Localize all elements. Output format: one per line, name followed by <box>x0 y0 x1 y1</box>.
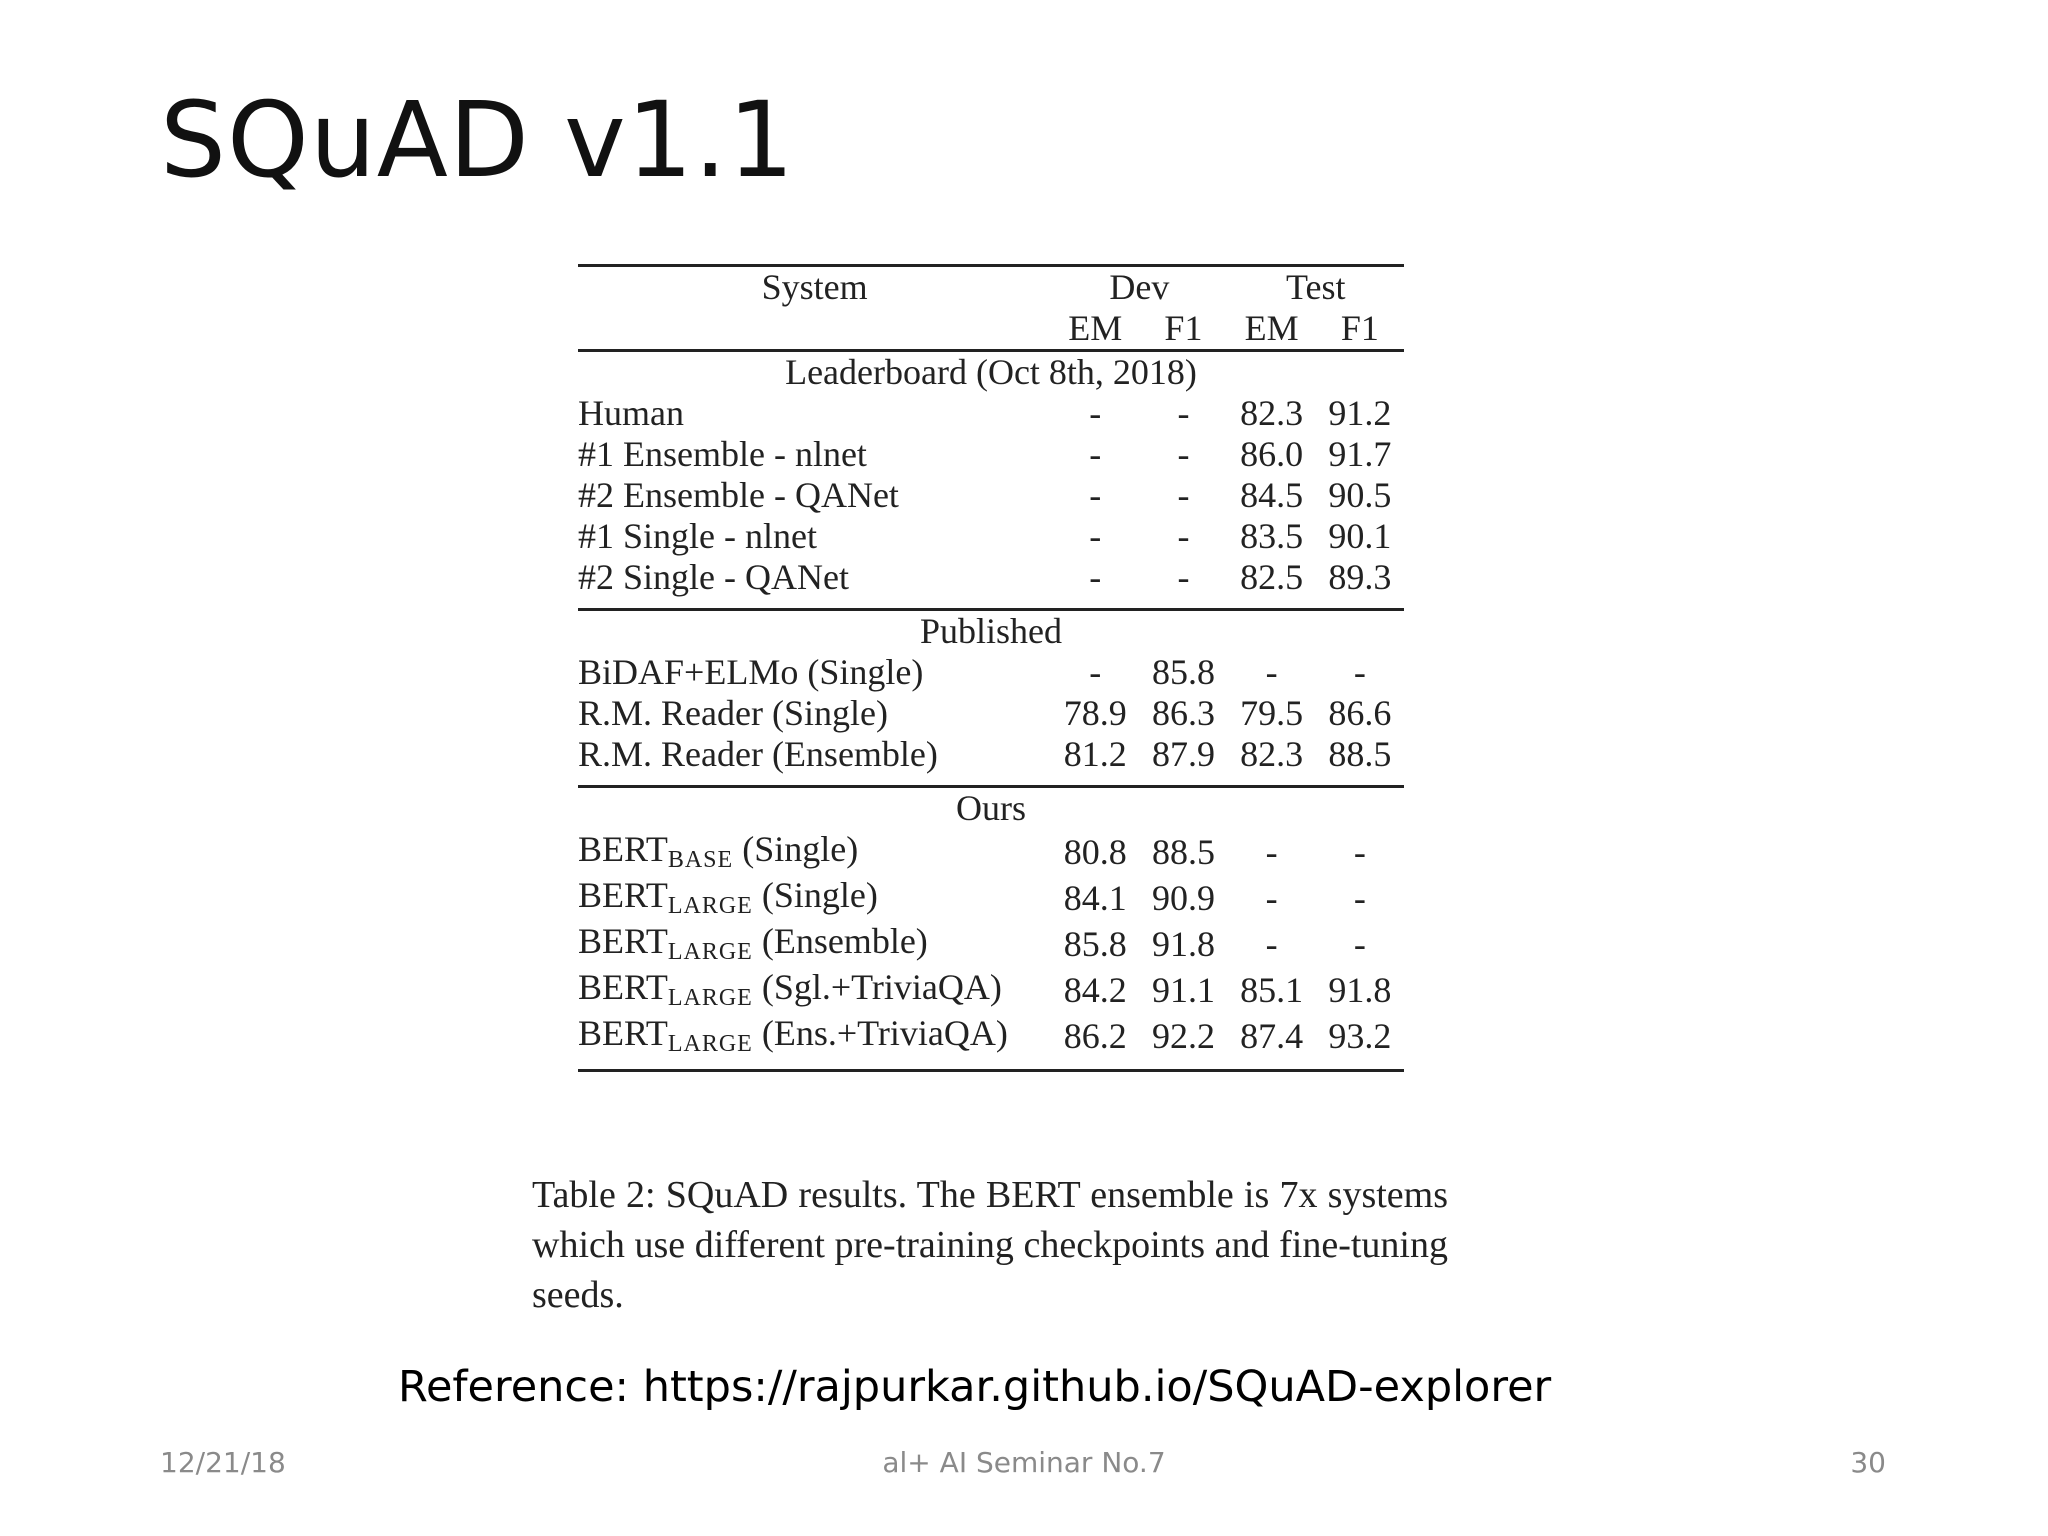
test-f1-cell: - <box>1353 923 1366 964</box>
dev-em-cell: 84.2 <box>1063 969 1127 1010</box>
dev-f1-cell: 85.8 <box>1151 652 1215 692</box>
dev-em-cell: - <box>1089 393 1102 433</box>
dev-em-cell: 80.8 <box>1063 831 1127 872</box>
dev-f1-cell: 92.2 <box>1151 1015 1215 1056</box>
dev-em-cell: 81.2 <box>1063 734 1127 774</box>
test-f1-cell: - <box>1353 652 1366 692</box>
system-name: R.M. Reader (Ensemble) <box>578 734 938 774</box>
test-f1-cell: - <box>1353 831 1366 872</box>
system-name-subscript: LARGE <box>667 985 753 1011</box>
table-row <box>578 516 1404 557</box>
system-name-suffix: (Ensemble) <box>752 921 928 961</box>
system-name-cell <box>578 434 1051 475</box>
header-row-groups <box>578 266 1404 309</box>
test-em-cell: 86.0 <box>1240 434 1304 474</box>
table-caption: Table 2: SQuAD results. The BERT ensemble is 7x systems which use different pre-training checkpoints and fine-tuning seeds. <box>532 1174 1448 1316</box>
system-name-cell <box>578 1013 1051 1071</box>
footer-date: 12/21/18 <box>160 1446 286 1479</box>
dev-f1-cell: 90.9 <box>1151 877 1215 918</box>
test-f1-cell: 90.1 <box>1328 516 1392 556</box>
footer-title: al+ AI Seminar No.7 <box>882 1446 1166 1479</box>
table-row <box>578 475 1404 516</box>
header-system: System <box>761 267 868 307</box>
system-name-suffix: (Single) <box>752 875 878 915</box>
dev-em-cell: - <box>1089 434 1102 474</box>
system-name-cell <box>578 921 1051 967</box>
table-row <box>578 557 1404 610</box>
test-em-cell: 87.4 <box>1240 1015 1304 1056</box>
table-row <box>578 693 1404 734</box>
test-em-cell: 82.5 <box>1240 557 1304 597</box>
test-em-cell: 83.5 <box>1240 516 1304 556</box>
test-em-cell: 84.5 <box>1240 475 1304 515</box>
section-header-row <box>578 787 1404 830</box>
dev-em-cell: - <box>1089 516 1102 556</box>
system-name-cell <box>578 652 1051 693</box>
section-header-row <box>578 610 1404 653</box>
table-row <box>578 434 1404 475</box>
system-name: R.M. Reader (Single) <box>578 693 888 733</box>
dev-em-cell: 85.8 <box>1063 923 1127 964</box>
test-em-cell: - <box>1265 652 1278 692</box>
section-header-row <box>578 351 1404 394</box>
system-name: #1 Single - nlnet <box>578 516 817 556</box>
system-name-subscript: LARGE <box>667 939 753 965</box>
test-em-cell: 85.1 <box>1240 969 1304 1010</box>
table-body <box>578 351 1404 1071</box>
system-name: #1 Ensemble - nlnet <box>578 434 867 474</box>
system-name-cell <box>578 967 1051 1013</box>
dev-em-cell: 86.2 <box>1063 1015 1127 1056</box>
dev-f1-cell: - <box>1177 557 1190 597</box>
system-name-cell <box>578 475 1051 516</box>
test-em-cell: - <box>1265 923 1278 964</box>
system-name: Human <box>578 393 684 433</box>
test-em-cell: - <box>1265 831 1278 872</box>
test-f1-cell: 91.2 <box>1328 393 1392 433</box>
system-name: #2 Single - QANet <box>578 557 849 597</box>
footer-page-number: 30 <box>1850 1446 1886 1479</box>
test-f1-cell: 91.7 <box>1328 434 1392 474</box>
test-em-cell: 82.3 <box>1240 734 1304 774</box>
dev-em-cell: - <box>1089 652 1102 692</box>
system-name-suffix: (Sgl.+TriviaQA) <box>752 967 1002 1007</box>
table-row <box>578 829 1404 875</box>
system-name-cell <box>578 875 1051 921</box>
system-name-subscript: LARGE <box>667 1031 753 1057</box>
test-em-cell: 82.3 <box>1240 393 1304 433</box>
dev-f1-cell: - <box>1177 516 1190 556</box>
dev-em-cell: 84.1 <box>1063 877 1127 918</box>
dev-em-cell: - <box>1089 557 1102 597</box>
system-name-suffix: (Single) <box>733 829 859 869</box>
test-f1-cell: 90.5 <box>1328 475 1392 515</box>
system-name: #2 Ensemble - QANet <box>578 475 899 515</box>
dev-f1-cell: - <box>1177 393 1190 433</box>
system-name-suffix: (Ens.+TriviaQA) <box>752 1013 1008 1053</box>
section-title: Published <box>919 611 1062 651</box>
test-f1-cell: 91.8 <box>1328 969 1392 1010</box>
header-test-em: EM <box>1244 308 1299 348</box>
header-dev-em: EM <box>1068 308 1123 348</box>
dev-f1-cell: - <box>1177 475 1190 515</box>
test-f1-cell: - <box>1353 877 1366 918</box>
table-row <box>578 967 1404 1013</box>
test-em-cell: 79.5 <box>1240 693 1304 733</box>
section-title: Ours <box>956 788 1026 828</box>
system-name: BERT <box>578 967 668 1007</box>
system-name-subscript: BASE <box>667 847 734 873</box>
header-test-f1: F1 <box>1340 308 1379 348</box>
dev-f1-cell: 86.3 <box>1151 693 1215 733</box>
test-f1-cell: 86.6 <box>1328 693 1392 733</box>
dev-f1-cell: 91.1 <box>1151 969 1215 1010</box>
dev-em-cell: 78.9 <box>1063 693 1127 733</box>
header-dev-f1: F1 <box>1164 308 1203 348</box>
test-f1-cell: 89.3 <box>1328 557 1392 597</box>
table-row <box>578 734 1404 787</box>
table-row <box>578 1013 1404 1071</box>
dev-em-cell: - <box>1089 475 1102 515</box>
test-f1-cell: 88.5 <box>1328 734 1392 774</box>
table-row <box>578 921 1404 967</box>
system-name: BERT <box>578 921 668 961</box>
results-table-figure <box>578 264 1404 1072</box>
system-name-cell <box>578 516 1051 557</box>
system-name: BERT <box>578 1013 668 1053</box>
section-title: Leaderboard (Oct 8th, 2018) <box>785 352 1197 392</box>
system-name-cell <box>578 829 1051 875</box>
reference-link[interactable]: Reference: https://rajpurkar.github.io/SQuAD-explorer <box>398 1362 1552 1412</box>
dev-f1-cell: 88.5 <box>1151 831 1215 872</box>
table-row <box>578 875 1404 921</box>
test-f1-cell: 93.2 <box>1328 1015 1392 1056</box>
system-name: BiDAF+ELMo (Single) <box>578 652 924 692</box>
dev-f1-cell: 87.9 <box>1151 734 1215 774</box>
results-table <box>578 264 1404 1072</box>
header-test: Test <box>1286 267 1346 307</box>
system-name-cell <box>578 393 1051 434</box>
system-name: BERT <box>578 829 668 869</box>
system-name: BERT <box>578 875 668 915</box>
header-dev: Dev <box>1109 267 1170 307</box>
table-row <box>578 393 1404 434</box>
dev-f1-cell: - <box>1177 434 1190 474</box>
dev-f1-cell: 91.8 <box>1151 923 1215 964</box>
table-row <box>578 652 1404 693</box>
system-name-cell <box>578 557 1051 610</box>
slide-title: SQuAD v1.1 <box>160 79 796 201</box>
test-em-cell: - <box>1265 877 1278 918</box>
system-name-cell <box>578 693 1051 734</box>
system-name-cell <box>578 734 1051 787</box>
system-name-subscript: LARGE <box>667 893 753 919</box>
